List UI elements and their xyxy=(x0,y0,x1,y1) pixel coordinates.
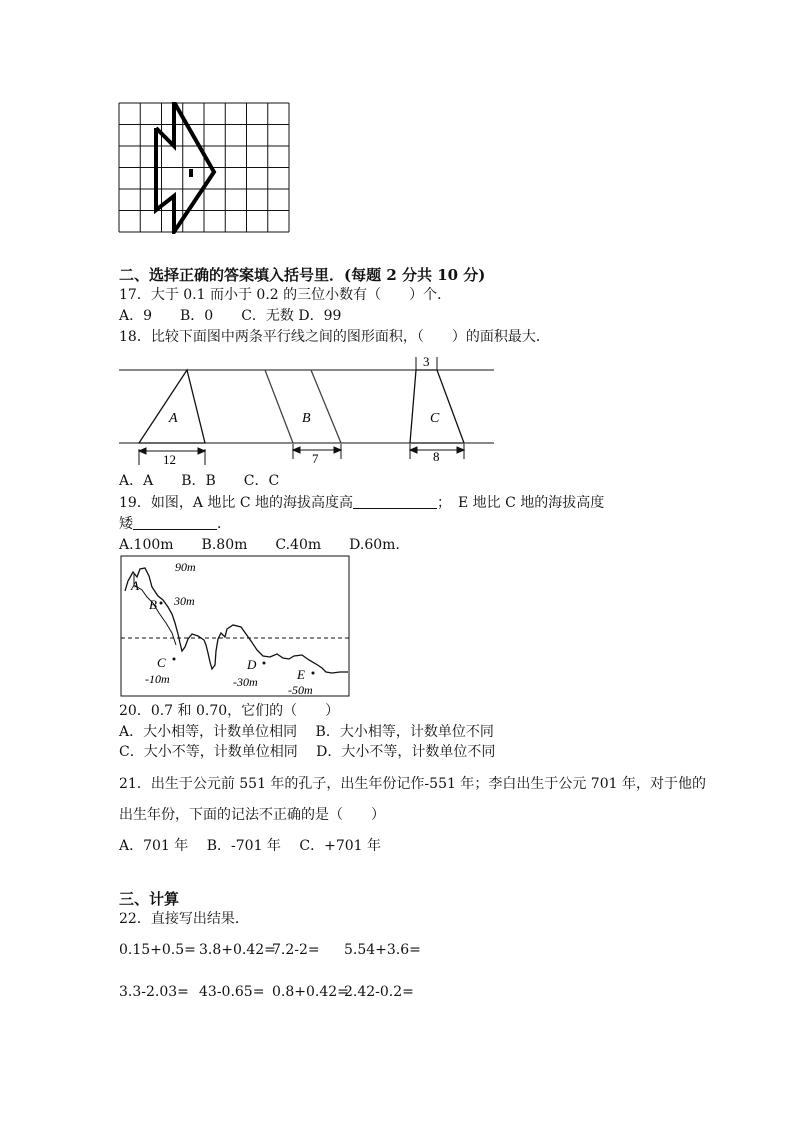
q19-stem-end: ． xyxy=(217,516,231,532)
point-marker-d xyxy=(263,662,266,665)
q22-item: 2.42-0.2= xyxy=(344,984,414,1000)
triangle-a xyxy=(139,370,205,443)
q19-stem-line2 xyxy=(119,515,231,533)
height-label-d: -30m xyxy=(233,675,258,689)
q22-item: 5.54+3.6= xyxy=(344,942,421,958)
q22-item: 7.2-2= xyxy=(272,942,320,958)
point-marker-c xyxy=(173,658,176,661)
q19-stem-part-a: 19．如图，A 地比 C 地的海拔高度高 xyxy=(119,495,353,511)
q19-stem-part-c: 矮 xyxy=(119,516,133,532)
q20-options-line2: C．大小不等，计数单位相同 D．大小不等，计数单位不同 xyxy=(119,744,496,760)
label-shape-b: B xyxy=(302,411,311,426)
label-base-c: 8 xyxy=(433,449,440,464)
q22-item: 3.8+0.42= xyxy=(199,942,276,958)
point-label-d: D xyxy=(247,657,257,672)
q22-item: 0.15+0.5= xyxy=(119,942,196,958)
q22-item: 3.3-2.03= xyxy=(119,984,189,1000)
q21-stem-line2: 出生年份，下面的记法不正确的是（ ） xyxy=(119,807,385,823)
height-label-b: 30m xyxy=(174,594,195,608)
q20-stem: 20．0.7 和 0.70，它们的（ ） xyxy=(119,703,340,719)
point-marker-b xyxy=(160,602,163,605)
section-3-heading: 三、计算 xyxy=(119,890,180,908)
point-label-e: E xyxy=(297,667,305,682)
q22-item: 43-0.65= xyxy=(199,984,265,1000)
height-label-c: -10m xyxy=(145,672,170,686)
q17-stem: 17．大于 0.1 而小于 0.2 的三位小数有（ ）个． xyxy=(119,287,452,303)
label-base-b: 7 xyxy=(312,451,319,466)
q21-stem-line1: 21．出生于公元前 551 年的孔子，出生年份记作-551 年；李白出生于公元 701 年，对于他的 xyxy=(119,776,706,792)
label-base-a: 12 xyxy=(163,452,176,467)
arrow-shape-dot xyxy=(189,169,193,177)
label-shape-a: A xyxy=(169,411,178,426)
q19-answer-blank-1[interactable] xyxy=(353,494,437,509)
q22-item: 0.8+0.42= xyxy=(272,984,349,1000)
point-label-c: C xyxy=(157,655,166,670)
q21-options: A．701 年 B．-701 年 C．+701 年 xyxy=(119,838,381,854)
q19-stem-part-b: ； E 地比 C 地的海拔高度 xyxy=(437,495,605,511)
q22-stem: 22．直接写出结果． xyxy=(119,911,249,927)
point-label-b: B xyxy=(149,597,157,612)
q18-stem: 18．比较下面图中两条平行线之间的图形面积，（ ）的面积最大． xyxy=(119,329,550,345)
q17-options: A．9 B．0 C．无数 D．99 xyxy=(119,308,342,324)
height-label-e: -50m xyxy=(288,683,313,697)
q20-options-line1: A．大小相等，计数单位相同 B．大小相等，计数单位不同 xyxy=(119,724,494,740)
label-shape-c: C xyxy=(430,411,440,426)
parallelogram-b-right xyxy=(311,370,341,443)
point-marker-e xyxy=(312,672,315,675)
q19-options: A.100m B.80m C.40m D.60m. xyxy=(119,537,400,553)
q19-stem-line1 xyxy=(119,494,604,512)
point-label-a: A xyxy=(131,578,139,593)
trapezoid-c xyxy=(410,370,464,443)
parallel-lines-figure xyxy=(119,353,497,468)
q19-answer-blank-2[interactable] xyxy=(133,515,217,530)
grid-figure xyxy=(118,102,293,234)
label-top-c: 3 xyxy=(423,354,430,369)
section-2-heading: 二、选择正确的答案填入括号里．(每题 2 分共 10 分) xyxy=(119,266,486,284)
altitude-profile-figure xyxy=(120,555,352,697)
parallelogram-b-left xyxy=(265,370,293,443)
q18-options: A．A B．B C．C xyxy=(119,473,280,489)
height-label-a: 90m xyxy=(175,560,196,574)
